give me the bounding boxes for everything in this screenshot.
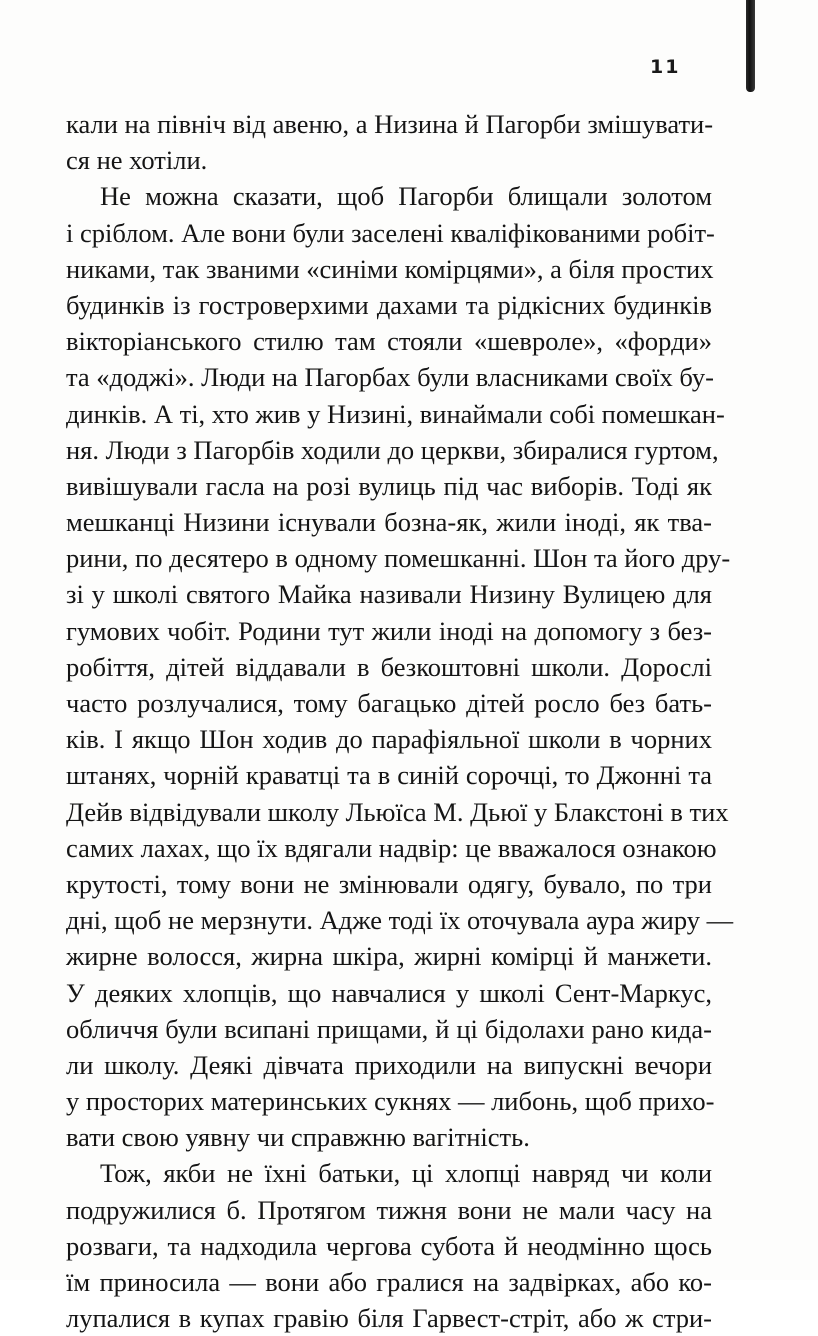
paragraph [66, 1155, 712, 1336]
text-line: ся не хотіли. [66, 145, 208, 176]
text-line: ків. І якщо Шон ходив до парафіяльної школи в чорних [66, 724, 712, 755]
text-line: динків. А ті, хто жив у Низині, винаймали собі помешкан- [66, 398, 725, 429]
text-line: робіття, дітей віддавали в безкоштовні школи. Дорослі [66, 651, 712, 682]
text-line: обличчя були всипані прищами, й ці бідолахи рано кида- [66, 1013, 712, 1044]
text-line: у просторих материнських сукнях — либонь, щоб прихо- [66, 1086, 715, 1117]
text-line: вати свою уявну чи справжню вагітність. [66, 1122, 530, 1153]
page-text [66, 106, 734, 1336]
text-line: никами, так званими «синіми комірцями», а біля простих [66, 253, 714, 284]
page-edge-shadow [746, 0, 755, 92]
text-line: вивішували гасла на розі вулиць під час виборів. Тоді як [66, 470, 712, 501]
text-line: вікторіанського стилю там стояли «шевроле», «форди» [66, 326, 712, 357]
text-line: і сріблом. Але вони були заселені кваліфікованими робіт- [66, 217, 715, 248]
text-line: штанях, чорній краватці та в синій сорочці, то Джонні та [66, 760, 712, 791]
text-line: та «доджі». Люди на Пагорбах були власниками своїх бу- [66, 362, 714, 393]
text-line: будинків із гостроверхими дахами та рідкісних будинків [66, 289, 712, 320]
text-line: ня. Люди з Пагорбів ходили до церкви, збиралися гуртом, [66, 434, 719, 465]
text-line: рини, по десятеро в одному помешканні. Шон та його дру- [66, 543, 731, 574]
text-line: самих лахах, що їх вдягали надвір: це вважалося ознакою [66, 832, 717, 863]
text-line: зі у школі святого Майка називали Низину Вулицею для [66, 579, 712, 610]
text-line: лупалися в купах гравію біля Гарвест-стріт, або ж стри- [66, 1303, 712, 1334]
page-number: 11 [650, 56, 681, 78]
text-line: крутості, тому вони не змінювали одягу, бувало, по три [66, 868, 712, 899]
text-line: часто розлучалися, тому багацько дітей росло без бать- [66, 688, 712, 718]
text-line: мешканці Низини існували бозна-як, жили іноді, як тва- [66, 507, 712, 538]
text-line: Дейв відвідували школу Льюїса М. Дьюї у Блакстоні в тих [66, 796, 729, 827]
text-line: жирне волосся, жирна шкіра, жирні комірці й манжети. [66, 941, 712, 972]
text-line: Тож, якби не їхні батьки, ці хлопці навряд чи коли [100, 1158, 712, 1189]
text-line: дні, щоб не мерзнути. Адже тоді їх оточувала аура жиру — [66, 905, 734, 936]
text-line: розваги, та надходила чергова субота й неодмінно щось [66, 1230, 712, 1261]
paragraph [66, 178, 734, 1155]
text-line: ли школу. Деякі дівчата приходили на випускні вечори [66, 1049, 712, 1080]
text-line: У деяких хлопців, що навчалися у школі Сент-Маркус, [66, 977, 712, 1008]
text-line: подружилися б. Протягом тижня вони не мали часу на [66, 1194, 712, 1225]
text-line: їм приносила — вони або гралися на задвірках, або ко- [66, 1267, 712, 1297]
paragraph [66, 106, 712, 178]
text-line: кали на північ від авеню, а Низина й Пагорби змішувати- [66, 109, 714, 139]
text-line: Не можна сказати, щоб Пагорби блищали золотом [100, 181, 712, 212]
text-line: гумових чобіт. Родини тут жили іноді на допомогу з без- [66, 615, 712, 646]
